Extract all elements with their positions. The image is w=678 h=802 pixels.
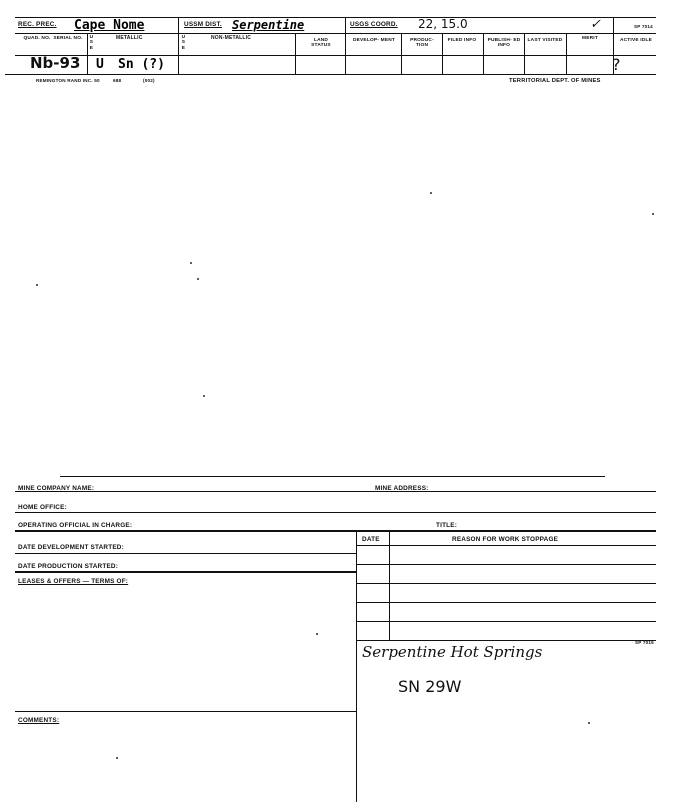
non-metallic-label: NON-METALLIC — [211, 35, 252, 41]
comments-rule — [15, 711, 357, 712]
reason-column-header: REASON FOR WORK STOPPAGE — [452, 536, 559, 543]
filed-info-label: FILED INFO — [447, 38, 477, 43]
form-code-top: SP 7014 — [634, 24, 653, 29]
merit-label: MERIT — [582, 36, 598, 41]
divider — [613, 17, 614, 33]
stoppage-row-rule — [357, 621, 656, 622]
scan-speck — [116, 757, 118, 759]
metallic-value: Sn (?) — [118, 57, 165, 72]
use-value: U — [96, 57, 104, 72]
print-code-2: (002) — [143, 78, 155, 83]
use-code-label-1: U S E — [89, 35, 94, 51]
header-row3-rule — [15, 55, 656, 56]
divider — [345, 17, 346, 75]
mine-company-name-label: MINE COMPANY NAME: — [18, 485, 95, 492]
date-prod-started-label: DATE PRODUCTION STARTED: — [18, 563, 119, 570]
title-label: TITLE: — [436, 522, 458, 529]
scan-speck — [316, 633, 318, 635]
home-office-label: HOME OFFICE: — [18, 504, 67, 511]
scan-speck — [430, 192, 432, 194]
form-code-bottom: SP 7015 — [635, 640, 654, 645]
scan-speck — [197, 278, 199, 280]
usgs-coord-value: 22, 15.0 — [418, 17, 468, 31]
stoppage-row-rule — [357, 583, 656, 584]
stoppage-row-rule — [357, 640, 656, 641]
scan-speck — [652, 213, 654, 215]
rec-prec-value: Cape Nome — [74, 18, 145, 33]
divider — [295, 33, 296, 75]
form-rule — [15, 491, 656, 492]
agency-label: TERRITORIAL DEPT. OF MINES — [509, 78, 601, 84]
last-visited-label: LAST VISITED — [527, 38, 563, 43]
divider — [178, 17, 179, 75]
quad-serial-value: Nb-93 — [30, 54, 81, 72]
use-code-label-2: U S E — [181, 35, 186, 51]
operating-official-label: OPERATING OFFICIAL IN CHARGE: — [18, 522, 133, 529]
divider — [87, 33, 88, 75]
header-bottom-rule — [5, 74, 656, 75]
usgs-coord-label: USGS COORD. — [350, 21, 398, 28]
divider — [524, 33, 525, 75]
leases-label: LEASES & OFFERS — TERMS OF: — [18, 578, 129, 585]
mine-address-label: MINE ADDRESS: — [375, 485, 429, 492]
ussm-dist-label: USSM DIST. — [184, 21, 222, 28]
scan-speck — [588, 722, 590, 724]
form-top-rule — [60, 476, 605, 477]
date-column-header: DATE — [362, 536, 380, 543]
comments-label: COMMENTS: — [18, 717, 60, 724]
development-label: DEVELOP- MENT — [352, 38, 396, 43]
published-info-label: PUBLISH- ED INFO — [487, 38, 521, 49]
printer-label: REMINGTON RAND INC. 50 — [36, 78, 100, 83]
serial-no-label: SERIAL NO. — [53, 36, 83, 41]
stoppage-header-rule — [357, 545, 656, 546]
stoppage-row-rule — [357, 564, 656, 565]
form-rule — [15, 512, 656, 513]
handwritten-location-note: Serpentine Hot Springs — [362, 643, 543, 661]
form-rule — [15, 530, 656, 532]
scan-speck — [36, 284, 38, 286]
scan-speck — [190, 262, 192, 264]
header-mid-rule — [15, 33, 656, 34]
form-rule — [15, 571, 356, 573]
active-idle-label: ACTIVE IDLE — [619, 38, 653, 43]
check-mark: ✓ — [590, 17, 601, 32]
divider — [566, 33, 567, 75]
divider — [401, 33, 402, 75]
print-code-1: 688 — [113, 78, 122, 83]
date-dev-started-label: DATE DEVELOPMENT STARTED: — [18, 544, 124, 551]
ussm-dist-value: Serpentine — [232, 18, 305, 32]
date-col-divider — [389, 530, 390, 640]
divider — [483, 33, 484, 75]
quad-no-label: QUAD. NO. — [23, 36, 51, 41]
divider — [442, 33, 443, 75]
form-rule — [15, 553, 356, 554]
stoppage-row-rule — [357, 602, 656, 603]
rec-prec-label: REC. PREC. — [18, 21, 57, 28]
land-status-label: LAND STATUS — [311, 38, 331, 49]
form-center-divider — [356, 530, 357, 802]
handwritten-grid-note: SN 29W — [398, 677, 462, 696]
metallic-label: METALLIC — [116, 35, 143, 41]
production-label: PRODUC- TION — [410, 38, 434, 49]
merit-mark: ? — [612, 55, 621, 74]
scan-speck — [203, 395, 205, 397]
